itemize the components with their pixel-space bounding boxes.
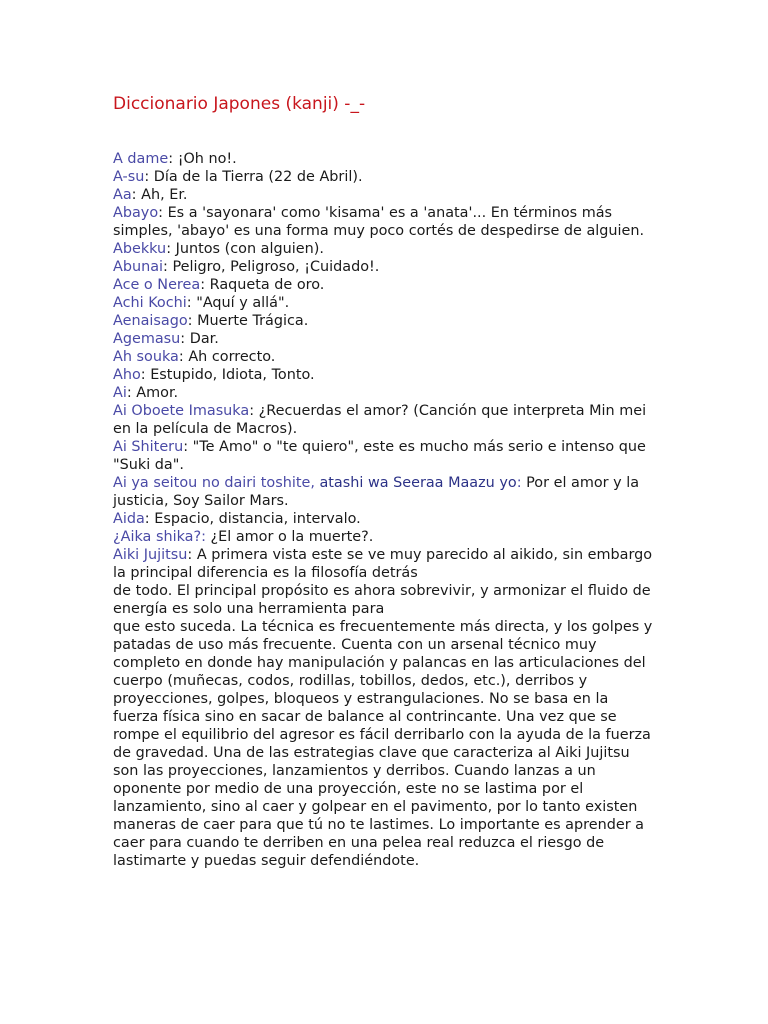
dictionary-entry: [113, 168, 658, 186]
entry-definition: Raqueta de oro.: [209, 277, 325, 293]
dictionary-entry: [113, 186, 658, 204]
entry-term: ¿Aika shika?: [113, 529, 202, 545]
entry-definition: Amor.: [136, 385, 179, 401]
document-page: [113, 92, 658, 870]
entry-separator: :: [187, 547, 197, 563]
entry-separator: :: [158, 205, 168, 221]
entry-separator: :: [126, 385, 137, 401]
entry-term: Ai: [113, 385, 127, 401]
entry-continuation-paragraph: que esto suceda. La técnica es frecuentemente más directa, y los golpes y patadas de uso más frecuente. Cuenta con un arsenal técnico muy completo en donde hay manipulación y palancas en las articulaciones del cuerpo (muñecas, codos, rodillas, tobillos, dedos, etc.), derribos y proyecciones, golpes, bloqueos y estrangulaciones. No se basa en la fuerza física sino en sacar de balance al contrincante. Una vez que se rompe el equilibrio del agresor es fácil derribarlo con la ayuda de la fuerza de gravedad. Una de las estrategias clave que caracteriza al Aiki Jujitsu son las proyecciones, lanzamientos y derribos. Cuando lanzas a un oponente por medio de una proyección, este no se lastima por el lanzamiento, sino al caer y golpear en el pavimento, por lo tanto existen maneras de caer para que tú no te lastimes. Lo importante es aprender a caer para cuando te derriben en una pelea real reduzca el riesgo de lastimarte y puedas seguir defendiéndote.: [113, 619, 653, 869]
entry-definition: Ah correcto.: [188, 349, 276, 365]
entry-term: Achi Kochi: [113, 295, 187, 311]
entry-term: Ah souka: [113, 349, 179, 365]
entry-separator: :: [166, 241, 176, 257]
dictionary-entry: [113, 366, 658, 384]
entry-separator: :: [140, 367, 151, 383]
entry-definition: Ah, Er.: [141, 187, 188, 203]
entry-separator: :: [201, 529, 211, 545]
entry-term: Ai Shiteru: [113, 439, 184, 455]
entry-continuation-paragraph: de todo. El principal propósito es ahora sobrevivir, y armonizar el fluido de energía es solo una herramienta para: [113, 583, 651, 617]
entry-term: A-su: [113, 169, 145, 185]
entry-term: Ai Oboete Imasuka: [113, 403, 250, 419]
entry-separator: :: [131, 187, 142, 203]
entry-separator: :: [183, 439, 193, 455]
entry-separator: :: [144, 511, 155, 527]
entry-term-continued: atashi wa Seeraa Maazu yo: [319, 475, 517, 491]
entry-definition: Muerte Trágica.: [197, 313, 309, 329]
entry-term: Ace o Nerea: [113, 277, 201, 293]
entry-definition: Espacio, distancia, intervalo.: [154, 511, 361, 527]
entry-term: Abunai: [113, 259, 164, 275]
entry-separator: :: [516, 475, 527, 491]
dictionary-entry: [113, 348, 658, 366]
entry-definition: Es a 'sayonara' como 'kisama' es a 'anata'... En términos más simples, 'abayo' es una forma muy poco cortés de despedirse de alguien.: [113, 205, 645, 239]
entry-separator: :: [249, 403, 259, 419]
entry-term: Aiki Jujitsu: [113, 547, 188, 563]
dictionary-entry: [113, 276, 658, 294]
entry-term: Aho: [113, 367, 141, 383]
entry-separator: :: [180, 331, 190, 347]
dictionary-entry: [113, 150, 658, 168]
entry-term: Aa: [113, 187, 132, 203]
entry-term: A dame: [113, 151, 169, 167]
page-title: Diccionario Japones (kanji) -_-: [113, 94, 366, 114]
dictionary-entry: [113, 510, 658, 528]
entry-separator: :: [144, 169, 154, 185]
entry-term: Agemasu: [113, 331, 181, 347]
entry-definition: Por el amor y la justicia, Soy Sailor Mars.: [113, 475, 640, 509]
dictionary-entry: [113, 330, 658, 348]
dictionary-entry: [113, 240, 658, 258]
dictionary-entry: [113, 402, 658, 438]
entry-definition: A primera vista este se ve muy parecido al aikido, sin embargo la principal diferencia es la filosofía detrás: [113, 547, 653, 581]
entry-separator: :: [168, 151, 178, 167]
entry-separator: :: [178, 349, 189, 365]
entry-definition: Dar.: [189, 331, 219, 347]
entry-definition: Estupido, Idiota, Tonto.: [150, 367, 315, 383]
entry-term: Ai ya seitou no dairi toshite,: [113, 475, 320, 491]
entry-separator: :: [186, 295, 197, 311]
entry-definition: "Te Amo" o "te quiero", este es mucho más serio e intenso que "Suki da".: [113, 439, 646, 473]
dictionary-entry: [113, 546, 658, 582]
dictionary-entry: [113, 474, 658, 510]
entry-definition: Día de la Tierra (22 de Abril).: [153, 169, 363, 185]
entry-term: Abayo: [113, 205, 159, 221]
dictionary-entries: [113, 150, 658, 870]
dictionary-entry: [113, 294, 658, 312]
entry-term: Aenaisago: [113, 313, 188, 329]
entry-definition: "Aquí y allá".: [196, 295, 290, 311]
dictionary-entry: [113, 258, 658, 276]
dictionary-entry: [113, 384, 658, 402]
entry-definition: ¡Oh no!.: [177, 151, 237, 167]
entry-definition: ¿Recuerdas el amor? (Canción que interpreta Min mei en la película de Macros).: [113, 403, 647, 437]
dictionary-entry: [113, 438, 658, 474]
entry-separator: :: [163, 259, 173, 275]
entry-term: Abekku: [113, 241, 167, 257]
entry-term: Aida: [113, 511, 145, 527]
entry-definition: Peligro, Peligroso, ¡Cuidado!.: [172, 259, 380, 275]
dictionary-entry: [113, 312, 658, 330]
entry-definition: ¿El amor o la muerte?.: [210, 529, 374, 545]
entry-separator: :: [200, 277, 210, 293]
entry-definition: Juntos (con alguien).: [175, 241, 324, 257]
entry-separator: :: [187, 313, 198, 329]
dictionary-entry: [113, 528, 658, 546]
dictionary-entry: [113, 204, 658, 240]
